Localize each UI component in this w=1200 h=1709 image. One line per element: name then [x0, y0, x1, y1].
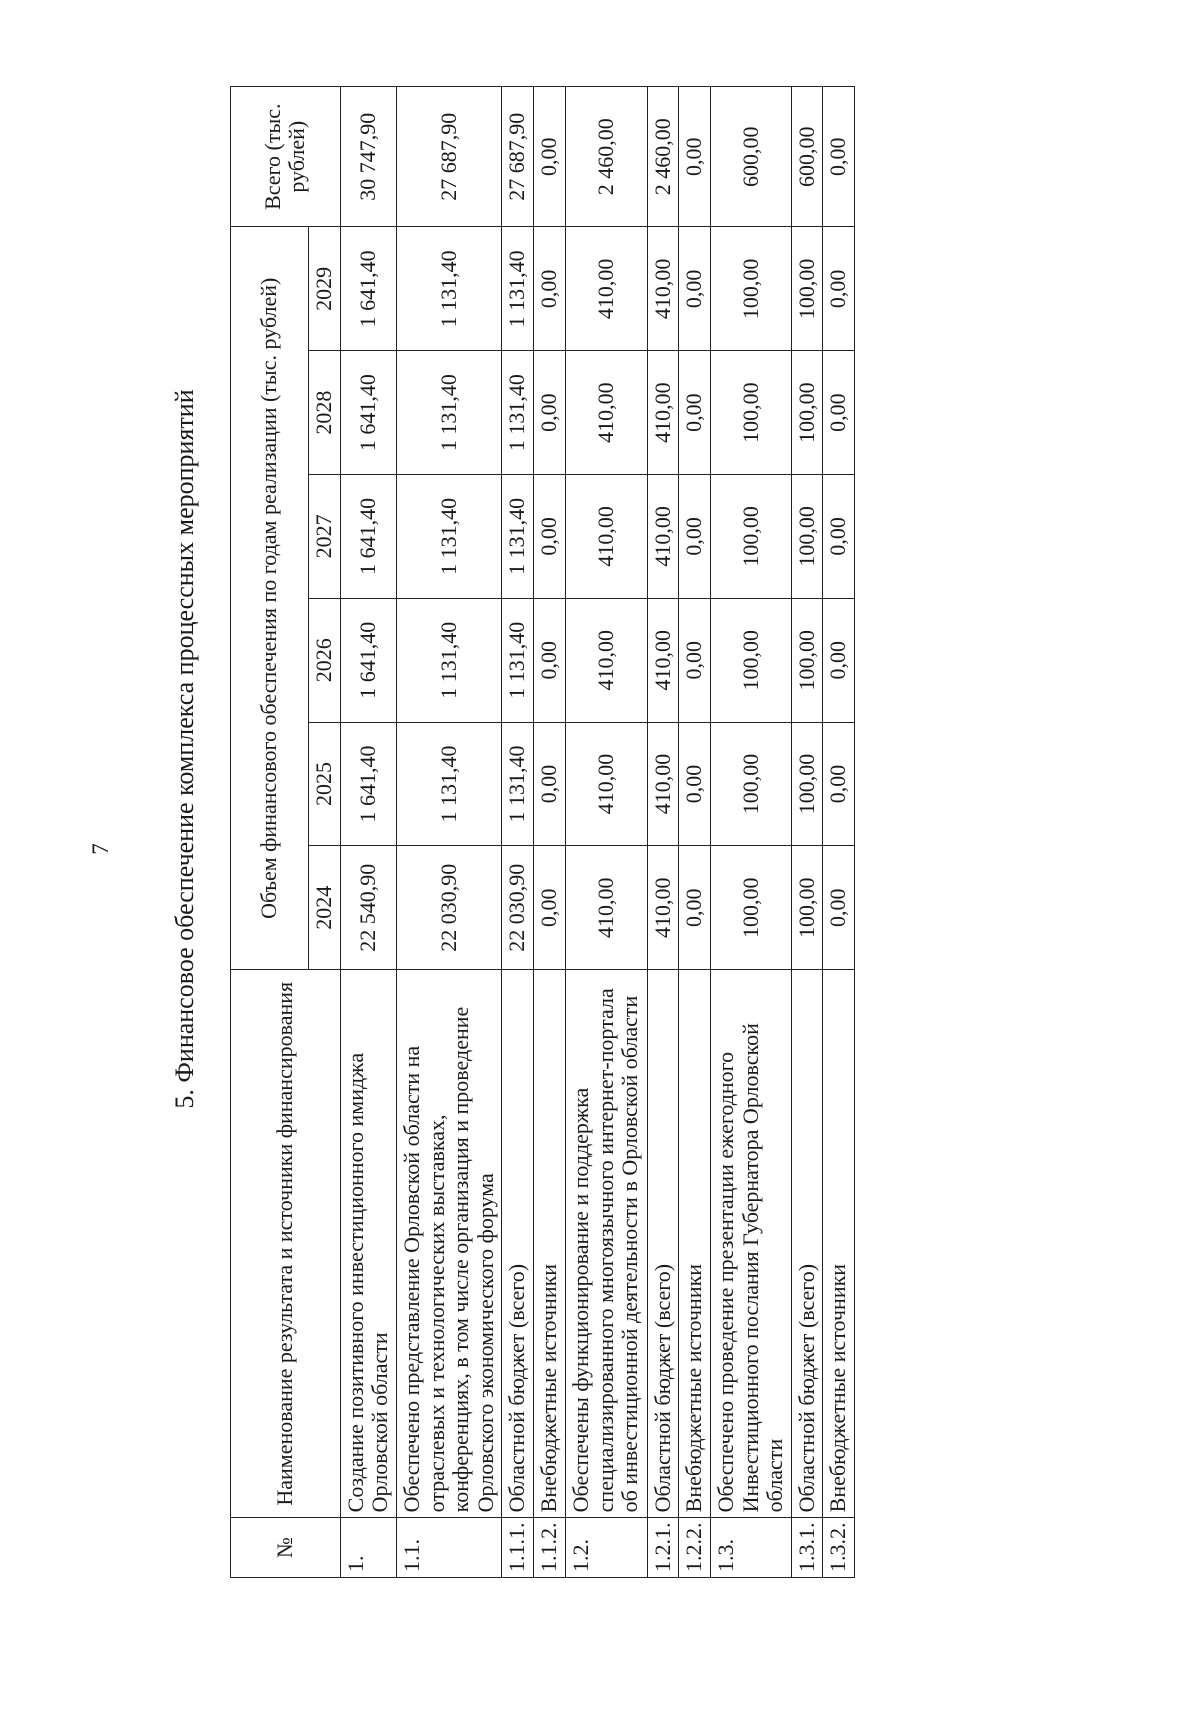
- year-value: 100,00: [791, 722, 823, 846]
- year-value: 1 131,40: [502, 475, 534, 599]
- year-value: 1 131,40: [396, 227, 502, 351]
- header-year: 2025: [309, 722, 341, 846]
- header-year: 2026: [309, 598, 341, 722]
- table-row: [340, 87, 396, 1578]
- year-value: 1 131,40: [502, 351, 534, 475]
- year-value: 0,00: [534, 598, 566, 722]
- year-value: 0,00: [823, 846, 855, 970]
- row-number: 1.1.1.: [502, 1518, 534, 1578]
- year-value: 100,00: [791, 227, 823, 351]
- year-value: 100,00: [791, 598, 823, 722]
- table-row: [502, 87, 534, 1578]
- year-value: 1 641,40: [340, 475, 396, 599]
- year-value: 410,00: [647, 846, 679, 970]
- year-value: 1 641,40: [340, 351, 396, 475]
- row-name: Внебюджетные источники: [534, 970, 566, 1518]
- document-title: 5. Финансовое обеспечение комплекса процессных мероприятий: [170, 389, 199, 1109]
- page-number: 7: [88, 843, 113, 855]
- header-name: Наименование результата и источники финансирования: [231, 970, 341, 1518]
- row-total: 0,00: [534, 87, 566, 227]
- row-name: Областной бюджет (всего): [791, 970, 823, 1518]
- year-value: 100,00: [710, 351, 791, 475]
- year-value: 0,00: [679, 475, 711, 599]
- row-total: 2 460,00: [647, 87, 679, 227]
- year-value: 22 030,90: [502, 846, 534, 970]
- year-value: 1 641,40: [340, 227, 396, 351]
- year-value: 0,00: [534, 227, 566, 351]
- year-value: 410,00: [565, 846, 647, 970]
- row-name: Обеспечено проведение презентации ежегодного Инвестиционного послания Губернатора Орловской области: [710, 970, 791, 1518]
- row-number: 1.: [340, 1518, 396, 1578]
- year-value: 1 131,40: [396, 598, 502, 722]
- table-row: [710, 87, 791, 1578]
- year-value: 22 540,90: [340, 846, 396, 970]
- year-value: 0,00: [534, 475, 566, 599]
- year-value: 1 641,40: [340, 722, 396, 846]
- year-value: 0,00: [679, 846, 711, 970]
- row-name: Областной бюджет (всего): [502, 970, 534, 1518]
- year-value: 0,00: [679, 351, 711, 475]
- year-value: 0,00: [534, 351, 566, 475]
- year-value: 410,00: [565, 598, 647, 722]
- header-volume: Объем финансового обеспечения по годам реализации (тыс. рублей): [231, 227, 309, 970]
- row-name: Внебюджетные источники: [823, 970, 855, 1518]
- row-number: 1.2.: [565, 1518, 647, 1578]
- year-value: 410,00: [647, 351, 679, 475]
- header-total: Всего (тыс. рублей): [231, 87, 341, 227]
- year-value: 100,00: [710, 846, 791, 970]
- row-number: 1.3.: [710, 1518, 791, 1578]
- year-value: 410,00: [565, 227, 647, 351]
- year-value: 1 131,40: [396, 475, 502, 599]
- row-total: 30 747,90: [340, 87, 396, 227]
- row-total: 0,00: [823, 87, 855, 227]
- header-number: №: [231, 1518, 341, 1578]
- year-value: 100,00: [710, 722, 791, 846]
- year-value: 100,00: [710, 475, 791, 599]
- year-value: 0,00: [679, 598, 711, 722]
- year-value: 410,00: [647, 722, 679, 846]
- row-number: 1.3.2.: [823, 1518, 855, 1578]
- year-value: 410,00: [565, 475, 647, 599]
- table-row: [565, 87, 647, 1578]
- year-value: 0,00: [823, 475, 855, 599]
- year-value: 1 131,40: [396, 351, 502, 475]
- header-year: 2024: [309, 846, 341, 970]
- year-value: 410,00: [647, 475, 679, 599]
- financing-table: [230, 86, 855, 1578]
- row-number: 1.1.2.: [534, 1518, 566, 1578]
- row-name: Областной бюджет (всего): [647, 970, 679, 1518]
- year-value: 1 131,40: [396, 722, 502, 846]
- year-value: 100,00: [791, 846, 823, 970]
- year-value: 0,00: [823, 227, 855, 351]
- row-total: 27 687,90: [396, 87, 502, 227]
- row-total: 27 687,90: [502, 87, 534, 227]
- row-total: 600,00: [791, 87, 823, 227]
- row-name: Обеспечено представление Орловской области на отраслевых и технологических выставках, конференциях, в том числе организация и проведение Орловского экономического форума: [396, 970, 502, 1518]
- table-row: [679, 87, 711, 1578]
- year-value: 410,00: [647, 598, 679, 722]
- year-value: 0,00: [534, 722, 566, 846]
- header-year: 2029: [309, 227, 341, 351]
- year-value: 100,00: [791, 475, 823, 599]
- table-row: [647, 87, 679, 1578]
- row-number: 1.2.2.: [679, 1518, 711, 1578]
- year-value: 410,00: [565, 351, 647, 475]
- year-value: 100,00: [710, 227, 791, 351]
- row-number: 1.2.1.: [647, 1518, 679, 1578]
- table-row: [791, 87, 823, 1578]
- year-value: 410,00: [647, 227, 679, 351]
- row-name: Создание позитивного инвестиционного имиджа Орловской области: [340, 970, 396, 1518]
- year-value: 100,00: [710, 598, 791, 722]
- year-value: 1 641,40: [340, 598, 396, 722]
- table-row: [396, 87, 502, 1578]
- row-name: Внебюджетные источники: [679, 970, 711, 1518]
- year-value: 0,00: [679, 227, 711, 351]
- year-value: 1 131,40: [502, 227, 534, 351]
- year-value: 0,00: [823, 351, 855, 475]
- year-value: 1 131,40: [502, 722, 534, 846]
- year-value: 100,00: [791, 351, 823, 475]
- row-number: 1.1.: [396, 1518, 502, 1578]
- row-total: 600,00: [710, 87, 791, 227]
- table-row: [823, 87, 855, 1578]
- header-year: 2027: [309, 475, 341, 599]
- year-value: 0,00: [823, 598, 855, 722]
- row-number: 1.3.1.: [791, 1518, 823, 1578]
- year-value: 0,00: [534, 846, 566, 970]
- header-year: 2028: [309, 351, 341, 475]
- table-row: [534, 87, 566, 1578]
- row-name: Обеспечены функционирование и поддержка специализированного многоязычного интернет-портала об инвестиционной деятельности в Орловской области: [565, 970, 647, 1518]
- row-total: 2 460,00: [565, 87, 647, 227]
- year-value: 1 131,40: [502, 598, 534, 722]
- year-value: 410,00: [565, 722, 647, 846]
- year-value: 0,00: [823, 722, 855, 846]
- row-total: 0,00: [679, 87, 711, 227]
- year-value: 22 030,90: [396, 846, 502, 970]
- year-value: 0,00: [679, 722, 711, 846]
